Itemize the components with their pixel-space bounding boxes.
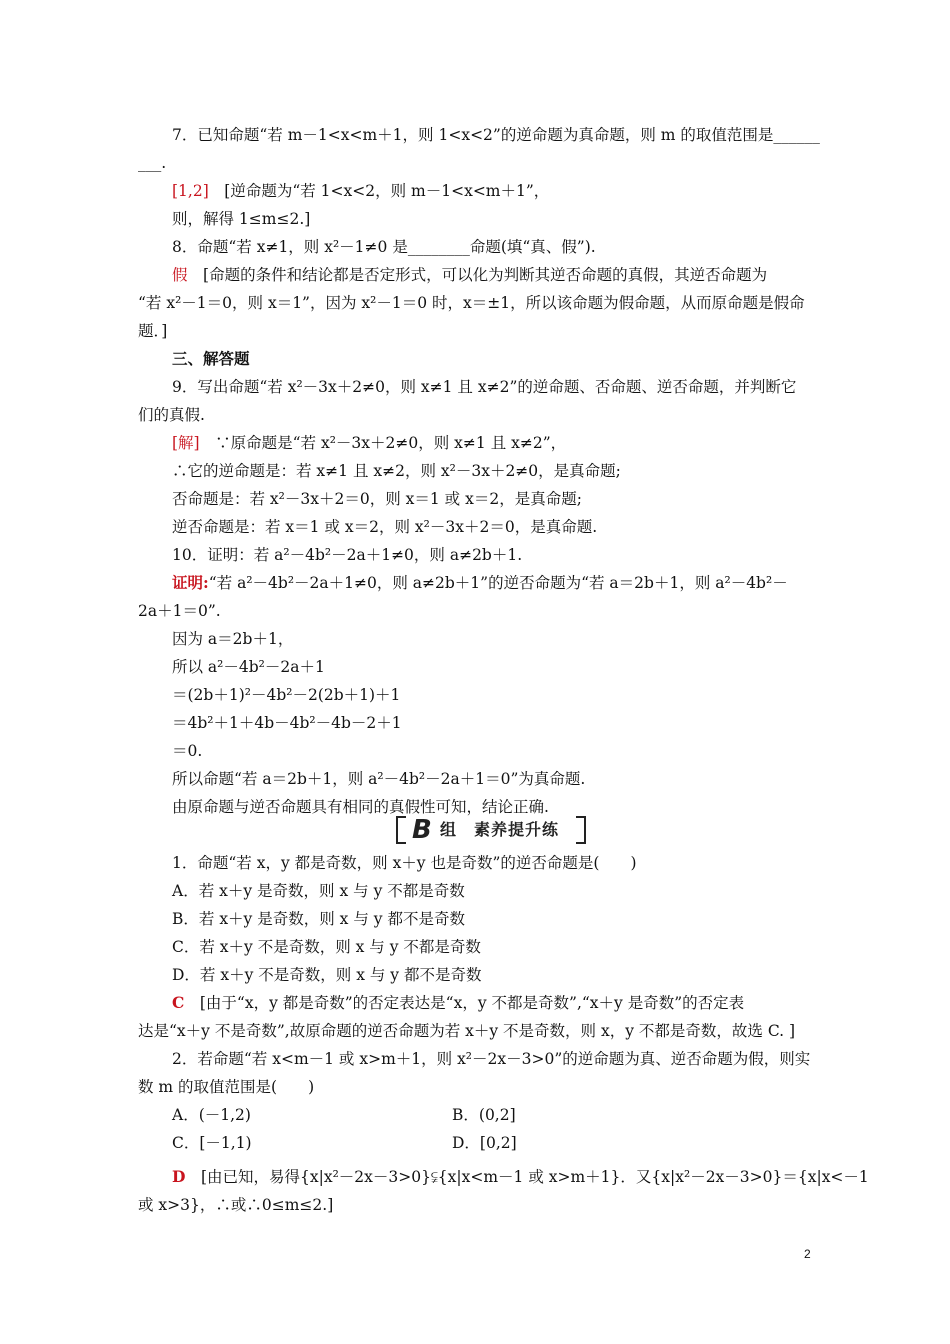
answer-7-text: [逆命题为“若 1<x<2，则 m－1<x<m＋1”，	[224, 182, 550, 200]
answer-9-text: ∵原命题是“若 x²－3x＋2≠0，则 x≠1 且 x≠2”，	[215, 434, 567, 452]
answer-b2-key: D	[172, 1167, 186, 1186]
answer-b1-text: [由于“x，y 都是奇数”的否定表达是“x，y 不都是奇数”,“x＋y 是奇数”的否定表	[199, 994, 745, 1012]
options-b2-row-1	[172, 1104, 818, 1126]
option-b2-c: C．[－1,1)	[172, 1134, 252, 1152]
answer-b2-text: [由已知，易得{x|x²－2x－3>0}⫋{x|x<m－1 或 x>m＋1}．又{x|x²－2x－3>0}＝{x|x<－1	[200, 1168, 869, 1186]
answer-9-label: [解]	[172, 434, 200, 452]
question-7-cont: ___.	[138, 154, 167, 172]
answer-9	[172, 432, 818, 454]
answer-7-cont: 则，解得 1≤m≤2.]	[172, 210, 311, 228]
proof-10	[172, 572, 818, 594]
question-b2-cont: 数 m 的取值范围是( )	[138, 1078, 315, 1096]
question-7: 7．已知命题“若 m－1<x<m＋1，则 1<x<2”的逆命题为真命题，则 m 的取值范围是______	[172, 126, 820, 144]
answer-8-text: [命题的条件和结论都是否定形式，可以化为判断其逆否命题的真假，其逆否命题为	[203, 266, 768, 284]
proof-step-5: ＝0.	[172, 742, 203, 760]
section-heading-3: 三、解答题	[172, 349, 250, 368]
page-number: 2	[804, 1247, 811, 1261]
option-b2-a: A．(－1,2)	[172, 1106, 251, 1124]
bracket-right	[576, 816, 586, 844]
option-b1-b: B．若 x＋y 是奇数，则 x 与 y 都不是奇数	[172, 910, 465, 928]
answer-8-cont-1: “若 x²－1＝0，则 x＝1”，因为 x²－1＝0 时，x＝±1，所以该命题为假命题，从而原命题是假命	[138, 294, 805, 312]
answer-9-line-3: 否命题是：若 x²－3x＋2＝0，则 x＝1 或 x＝2，是真命题;	[172, 490, 582, 508]
proof-conclusion-2: 由原命题与逆否命题具有相同的真假性可知，结论正确.	[172, 798, 549, 816]
section-b-mark: B	[412, 815, 432, 845]
answer-9-line-4: 逆否命题是：若 x＝1 或 x＝2，则 x²－3x＋2＝0，是真命题.	[172, 518, 598, 536]
option-b2-d: D．[0,2]	[452, 1134, 517, 1152]
question-8: 8．命题“若 x≠1，则 x²－1≠0 是________命题(填“真、假”).	[172, 238, 596, 256]
answer-b2	[172, 1166, 869, 1188]
bracket-left	[396, 816, 406, 844]
question-b2: 2．若命题“若 x<m－1 或 x>m＋1，则 x²－2x－3>0”的逆命题为真、逆否命题为假，则实	[172, 1050, 811, 1068]
section-b-banner	[396, 816, 586, 844]
question-b1: 1．命题“若 x，y 都是奇数，则 x＋y 也是奇数”的逆否命题是( )	[172, 854, 637, 872]
option-b1-d: D．若 x＋y 不是奇数，则 x 与 y 都不是奇数	[172, 966, 482, 984]
answer-b1-cont: 达是“x＋y 不是奇数”,故原命题的逆否命题为若 x＋y 不是奇数，则 x，y 不都是奇数，故选 C. ]	[138, 1022, 796, 1040]
proof-step-4: ＝4b²＋1＋4b－4b²－4b－2＋1	[172, 714, 402, 732]
proof-step-3: ＝(2b＋1)²－4b²－2(2b＋1)＋1	[172, 686, 401, 704]
options-b2-row-2	[172, 1132, 818, 1154]
option-b1-a: A．若 x＋y 是奇数，则 x 与 y 不都是奇数	[172, 882, 465, 900]
option-b2-b: B．(0,2]	[452, 1106, 516, 1124]
proof-label: 证明:	[172, 573, 209, 592]
question-10: 10．证明：若 a²－4b²－2a＋1≠0，则 a≠2b＋1.	[172, 546, 523, 564]
answer-8-cont-2: 题．]	[138, 322, 168, 340]
answer-7	[172, 180, 818, 202]
answer-b2-cont: 或 x>3}，∴或∴0≤m≤2.]	[138, 1196, 334, 1214]
proof-step-2: 所以 a²－4b²－2a＋1	[172, 658, 325, 676]
answer-8-key: 假	[172, 266, 188, 284]
section-b-title: 组 素养提升练	[440, 820, 560, 839]
answer-b1	[172, 992, 818, 1014]
question-9-cont: 们的真假.	[138, 406, 205, 424]
answer-8	[172, 264, 818, 286]
answer-7-key: [1,2]	[172, 182, 209, 200]
answer-b1-key: C	[172, 993, 185, 1012]
proof-text: “若 a²－4b²－2a＋1≠0，则 a≠2b＋1”的逆否命题为“若 a＝2b＋1，则 a²－4b²－	[208, 574, 788, 592]
proof-step-1: 因为 a＝2b＋1，	[172, 630, 294, 648]
question-9: 9．写出命题“若 x²－3x＋2≠0，则 x≠1 且 x≠2”的逆命题、否命题、逆否命题，并判断它	[172, 378, 797, 396]
proof-conclusion-1: 所以命题“若 a＝2b＋1，则 a²－4b²－2a＋1＝0”为真命题.	[172, 770, 586, 788]
proof-10-cont: 2a＋1＝0”.	[138, 602, 221, 620]
answer-9-line-2: ∴它的逆命题是：若 x≠1 且 x≠2，则 x²－3x＋2≠0，是真命题;	[172, 462, 621, 480]
option-b1-c: C．若 x＋y 不是奇数，则 x 与 y 不都是奇数	[172, 938, 481, 956]
